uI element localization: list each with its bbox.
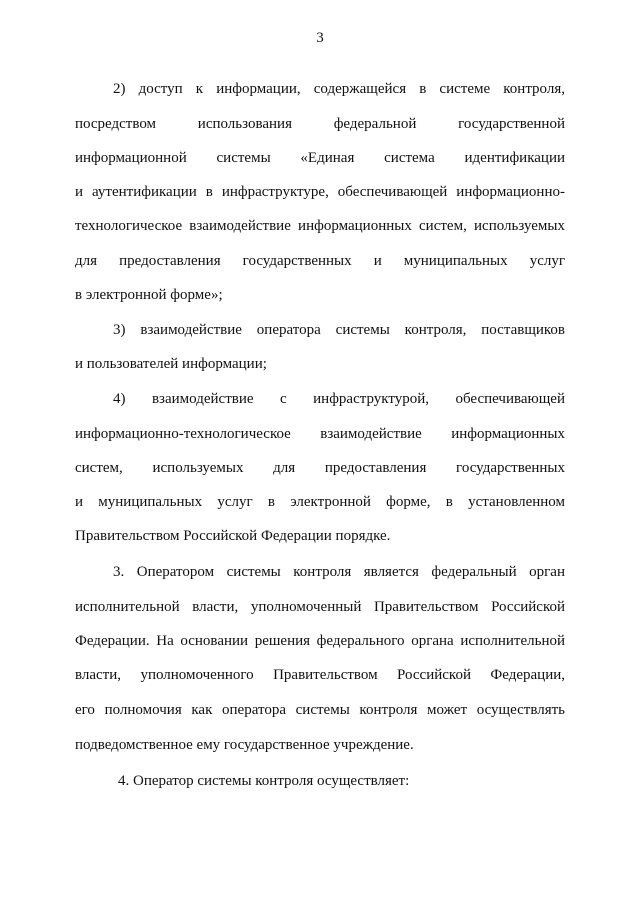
text-line: 2) доступ к информации, содержащейся в системе контроля,: [113, 81, 565, 97]
text-line: Правительством Российской Федерации порядке.: [75, 528, 391, 544]
text-line: посредством использования федеральной государственной: [75, 116, 565, 132]
text-line: и муниципальных услуг в электронной форме, в установленном: [75, 494, 565, 510]
text-line: 4. Оператор системы контроля осуществляет:: [118, 773, 410, 789]
text-line: 3. Оператором системы контроля является федеральный орган: [113, 564, 565, 580]
text-line: для предоставления государственных и муниципальных услуг: [75, 253, 565, 269]
text-line: его полномочия как оператора системы контроля может осуществлять: [75, 702, 565, 718]
text-line: исполнительной власти, уполномоченный Правительством Российской: [75, 599, 565, 615]
text-line: Федерации. На основании решения федерального органа исполнительной: [75, 633, 565, 649]
text-line: информационной системы «Единая система идентификации: [75, 150, 565, 166]
text-line: власти, уполномоченного Правительством Российской Федерации,: [75, 667, 565, 683]
text-line: подведомственное ему государственное учреждение.: [75, 737, 414, 753]
text-line: систем, используемых для предоставления государственных: [75, 460, 565, 476]
text-line: технологическое взаимодействие информационных систем, используемых: [75, 218, 565, 234]
text-line: информационно-технологическое взаимодействие информационных: [75, 426, 565, 442]
text-line: и аутентификации в инфраструктуре, обеспечивающей информационно-: [75, 184, 565, 200]
text-line: и пользователей информации;: [75, 356, 267, 372]
page-number: 3: [316, 30, 324, 46]
text-line: в электронной форме»;: [75, 287, 223, 303]
text-line: 4) взаимодействие с инфраструктурой, обеспечивающей: [113, 391, 565, 407]
text-line: 3) взаимодействие оператора системы контроля, поставщиков: [113, 322, 565, 338]
